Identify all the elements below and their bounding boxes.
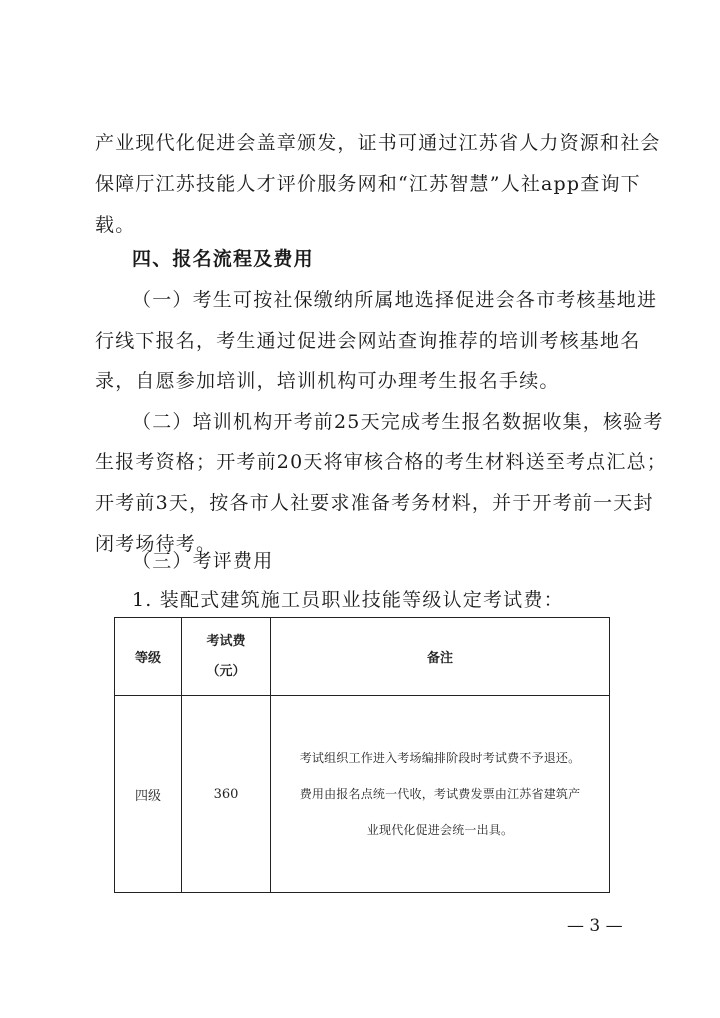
paragraph-line: 录，自愿参加培训，培训机构可办理考生报名手续。 — [95, 370, 560, 392]
note-line: 业现代化促进会统一出具。 — [366, 823, 514, 837]
paragraph-line: （二）培训机构开考前25天完成考生报名数据收集，核验考 — [132, 411, 664, 433]
page-number: — 3 — — [567, 916, 623, 936]
cell-level: 四级 — [115, 696, 182, 893]
paragraph-line: 载。 — [95, 214, 136, 236]
header-note: 备注 — [271, 618, 610, 696]
paragraph-line: 产业现代化促进会盖章颁发，证书可通过江苏省人力资源和社会 — [95, 132, 661, 154]
paragraph-line: 生报考资格；开考前20天将审核合格的考生材料送至考点汇总； — [95, 451, 667, 473]
section-heading: 四、报名流程及费用 — [132, 248, 314, 270]
note-line: 费用由报名点统一代收，考试费发票由江苏省建筑产 — [299, 787, 581, 801]
paragraph-line: 闭考场待考。 — [95, 533, 217, 555]
table-header-row — [115, 618, 610, 696]
header-fee — [182, 618, 271, 696]
paragraph-line: （一）考生可按社保缴纳所属地选择促进会各市考核基地进 — [132, 289, 658, 311]
fee-table — [114, 617, 610, 893]
cell-note — [271, 696, 610, 893]
cell-fee: 360 — [182, 696, 271, 893]
note-line: 考试组织工作进入考场编排阶段时考试费不予退还。 — [299, 751, 581, 765]
paragraph-line: 行线下报名，考生通过促进会网站查询推荐的培训考核基地名 — [95, 330, 641, 352]
paragraph-line: 开考前3天，按各市人社要求准备考务材料，并于开考前一天封 — [95, 492, 654, 514]
table-row — [115, 696, 610, 893]
header-fee-unit: （元） — [206, 663, 246, 679]
subsection-title: （三）考评费用 — [132, 550, 274, 572]
header-level: 等级 — [115, 618, 182, 696]
header-fee-line: 考试费 — [206, 633, 246, 649]
list-item: 1. 装配式建筑施工员职业技能等级认定考试费： — [132, 589, 564, 611]
paragraph-line: 保障厅江苏技能人才评价服务网和“江苏智慧”人社app查询下 — [95, 173, 641, 195]
